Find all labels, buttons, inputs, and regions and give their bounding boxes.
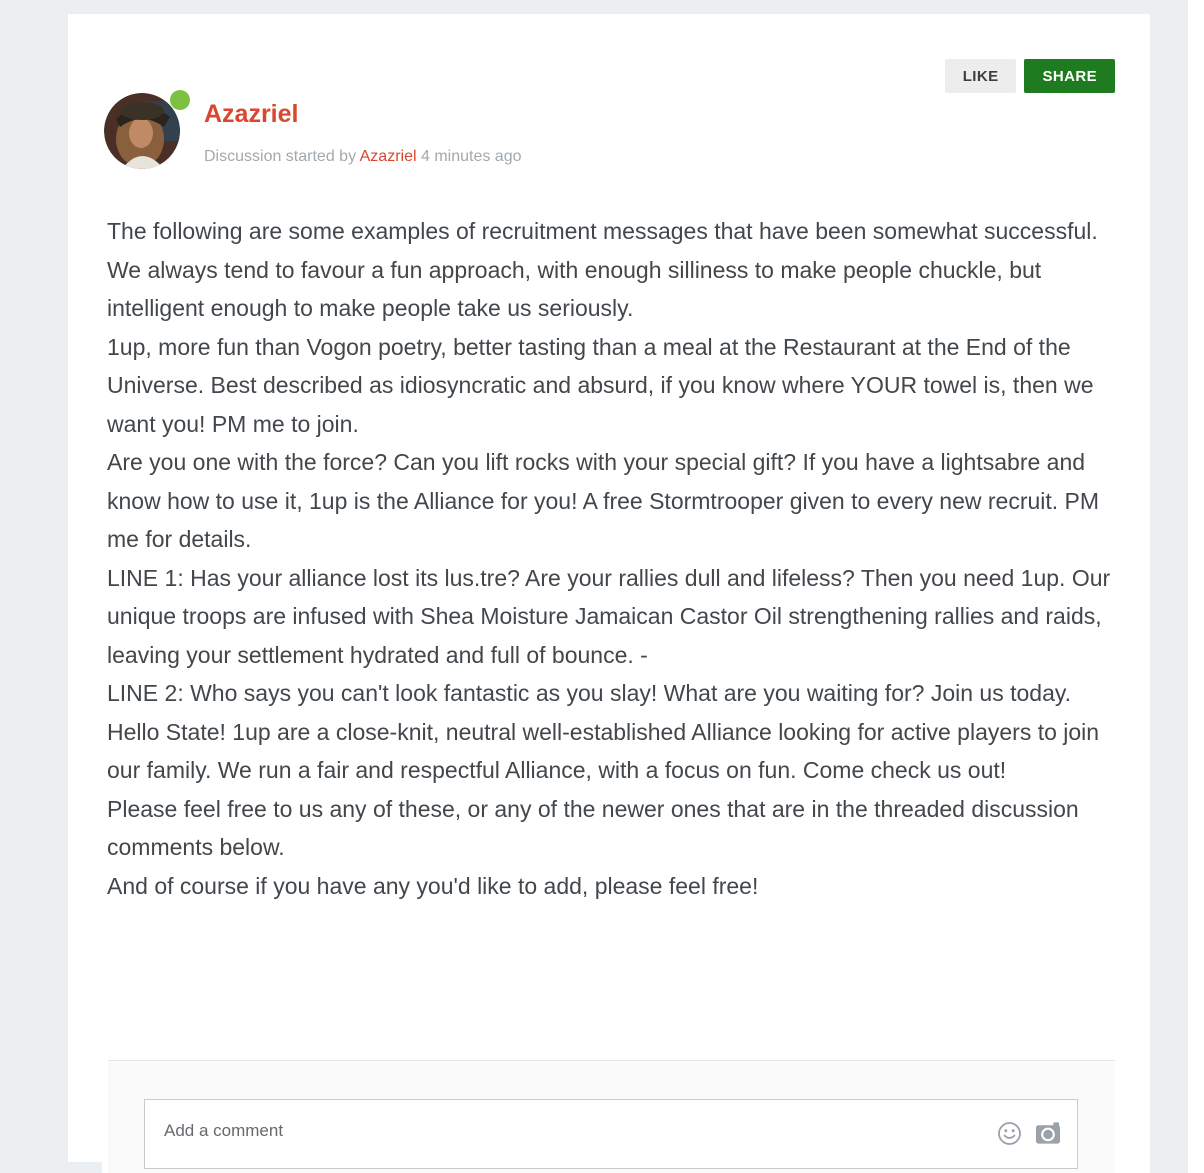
avatar-image xyxy=(104,93,180,169)
post-author-name[interactable]: Azazriel xyxy=(204,100,299,128)
avatar[interactable] xyxy=(104,93,180,169)
post-paragraph: Hello State! 1up are a close-knit, neutral well-established Alliance looking for active players to join our family. We run a fair and respectful Alliance, with a focus on fun. Come check us out! xyxy=(107,718,1100,783)
smiley-face-icon xyxy=(997,1121,1022,1146)
comment-box xyxy=(144,1099,1078,1169)
post-paragraph: The following are some examples of recruitment messages that have been somewhat successful. We always tend to favour a fun approach, with enough silliness to make people chuckle, but intelligent enough to make people take us seriously. xyxy=(107,218,1098,321)
post-paragraph: LINE 2: Who says you can't look fantastic as you slay! What are you waiting for? Join us today. xyxy=(107,680,1072,706)
camera-glyph xyxy=(1035,1121,1061,1145)
comment-section xyxy=(108,1060,1115,1173)
emoji-icon[interactable] xyxy=(996,1120,1022,1146)
online-status-dot xyxy=(170,90,190,110)
camera-icon[interactable] xyxy=(1035,1120,1061,1146)
post-actions xyxy=(945,59,1115,93)
post-paragraph: LINE 1: Has your alliance lost its lus.tre? Are your rallies dull and lifeless? Then you need 1up. Our unique troops are infused with Shea Moisture Jamaican Castor Oil strengthening rallies and raids, leaving your settlement hydrated and full of bounce. - xyxy=(107,564,1111,668)
right-edge-strip xyxy=(1188,0,1204,1173)
post-paragraph: Are you one with the force? Can you lift rocks with your special gift? If you have a lightsabre and know how to use it, 1up is the Alliance for you! A free Stormtrooper given to every new recruit. PM me for details. xyxy=(107,449,1100,552)
like-button[interactable]: LIKE xyxy=(945,59,1017,93)
share-button[interactable]: SHARE xyxy=(1024,59,1115,93)
byline-prefix: Discussion started by xyxy=(204,148,357,165)
byline-timestamp: 4 minutes ago xyxy=(420,148,522,165)
post-paragraph: 1up, more fun than Vogon poetry, better tasting than a meal at the Restaurant at the End of the Universe. Best described as idiosyncratic and absurd, if you know where YOUR towel is, then we want you! PM me to join. xyxy=(107,333,1094,437)
add-comment-input[interactable] xyxy=(145,1100,1077,1168)
post-body xyxy=(107,212,1117,905)
discussion-card xyxy=(68,14,1150,1173)
byline-author-link[interactable]: Azazriel xyxy=(359,148,417,165)
avatar-container xyxy=(104,93,180,169)
comment-toolbar xyxy=(996,1120,1061,1146)
post-paragraph: Please feel free to us any of these, or any of the newer ones that are in the threaded discussion comments below. xyxy=(107,795,1079,860)
post-byline xyxy=(204,147,522,167)
post-paragraph: And of course if you have any you'd like to add, please feel free! xyxy=(107,872,759,899)
card-bottom-notch xyxy=(68,1162,102,1173)
